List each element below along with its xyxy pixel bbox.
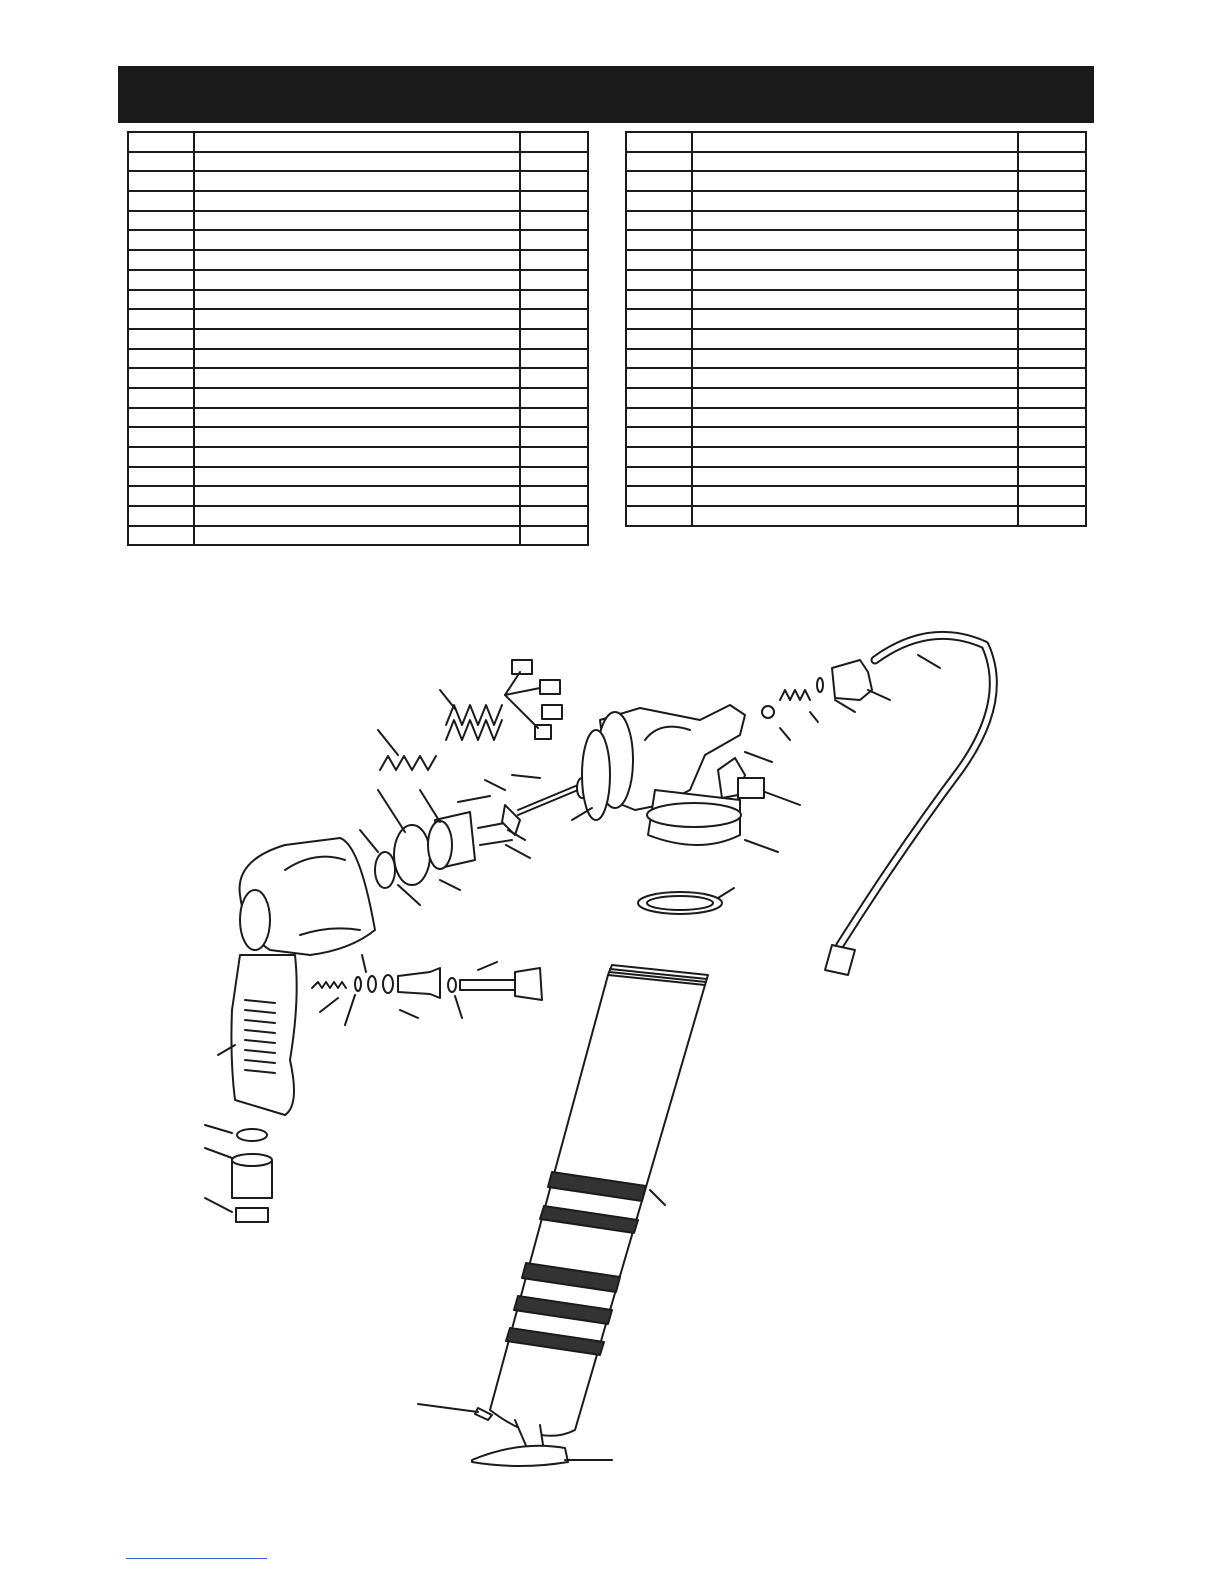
grease-fittings	[718, 752, 800, 805]
hose-fittings	[762, 660, 890, 740]
valve-caps	[505, 660, 562, 739]
barrel-tube	[490, 965, 708, 1436]
springs	[378, 690, 502, 770]
barrel-callout-line	[650, 1190, 665, 1205]
coupler-parts	[205, 1125, 272, 1222]
pump-head-body	[240, 838, 375, 955]
pistol-grip	[218, 955, 297, 1115]
gasket-ring	[638, 888, 734, 914]
plunger-assembly	[312, 955, 542, 1025]
footer-link[interactable]	[126, 1554, 267, 1559]
piston	[360, 775, 587, 905]
